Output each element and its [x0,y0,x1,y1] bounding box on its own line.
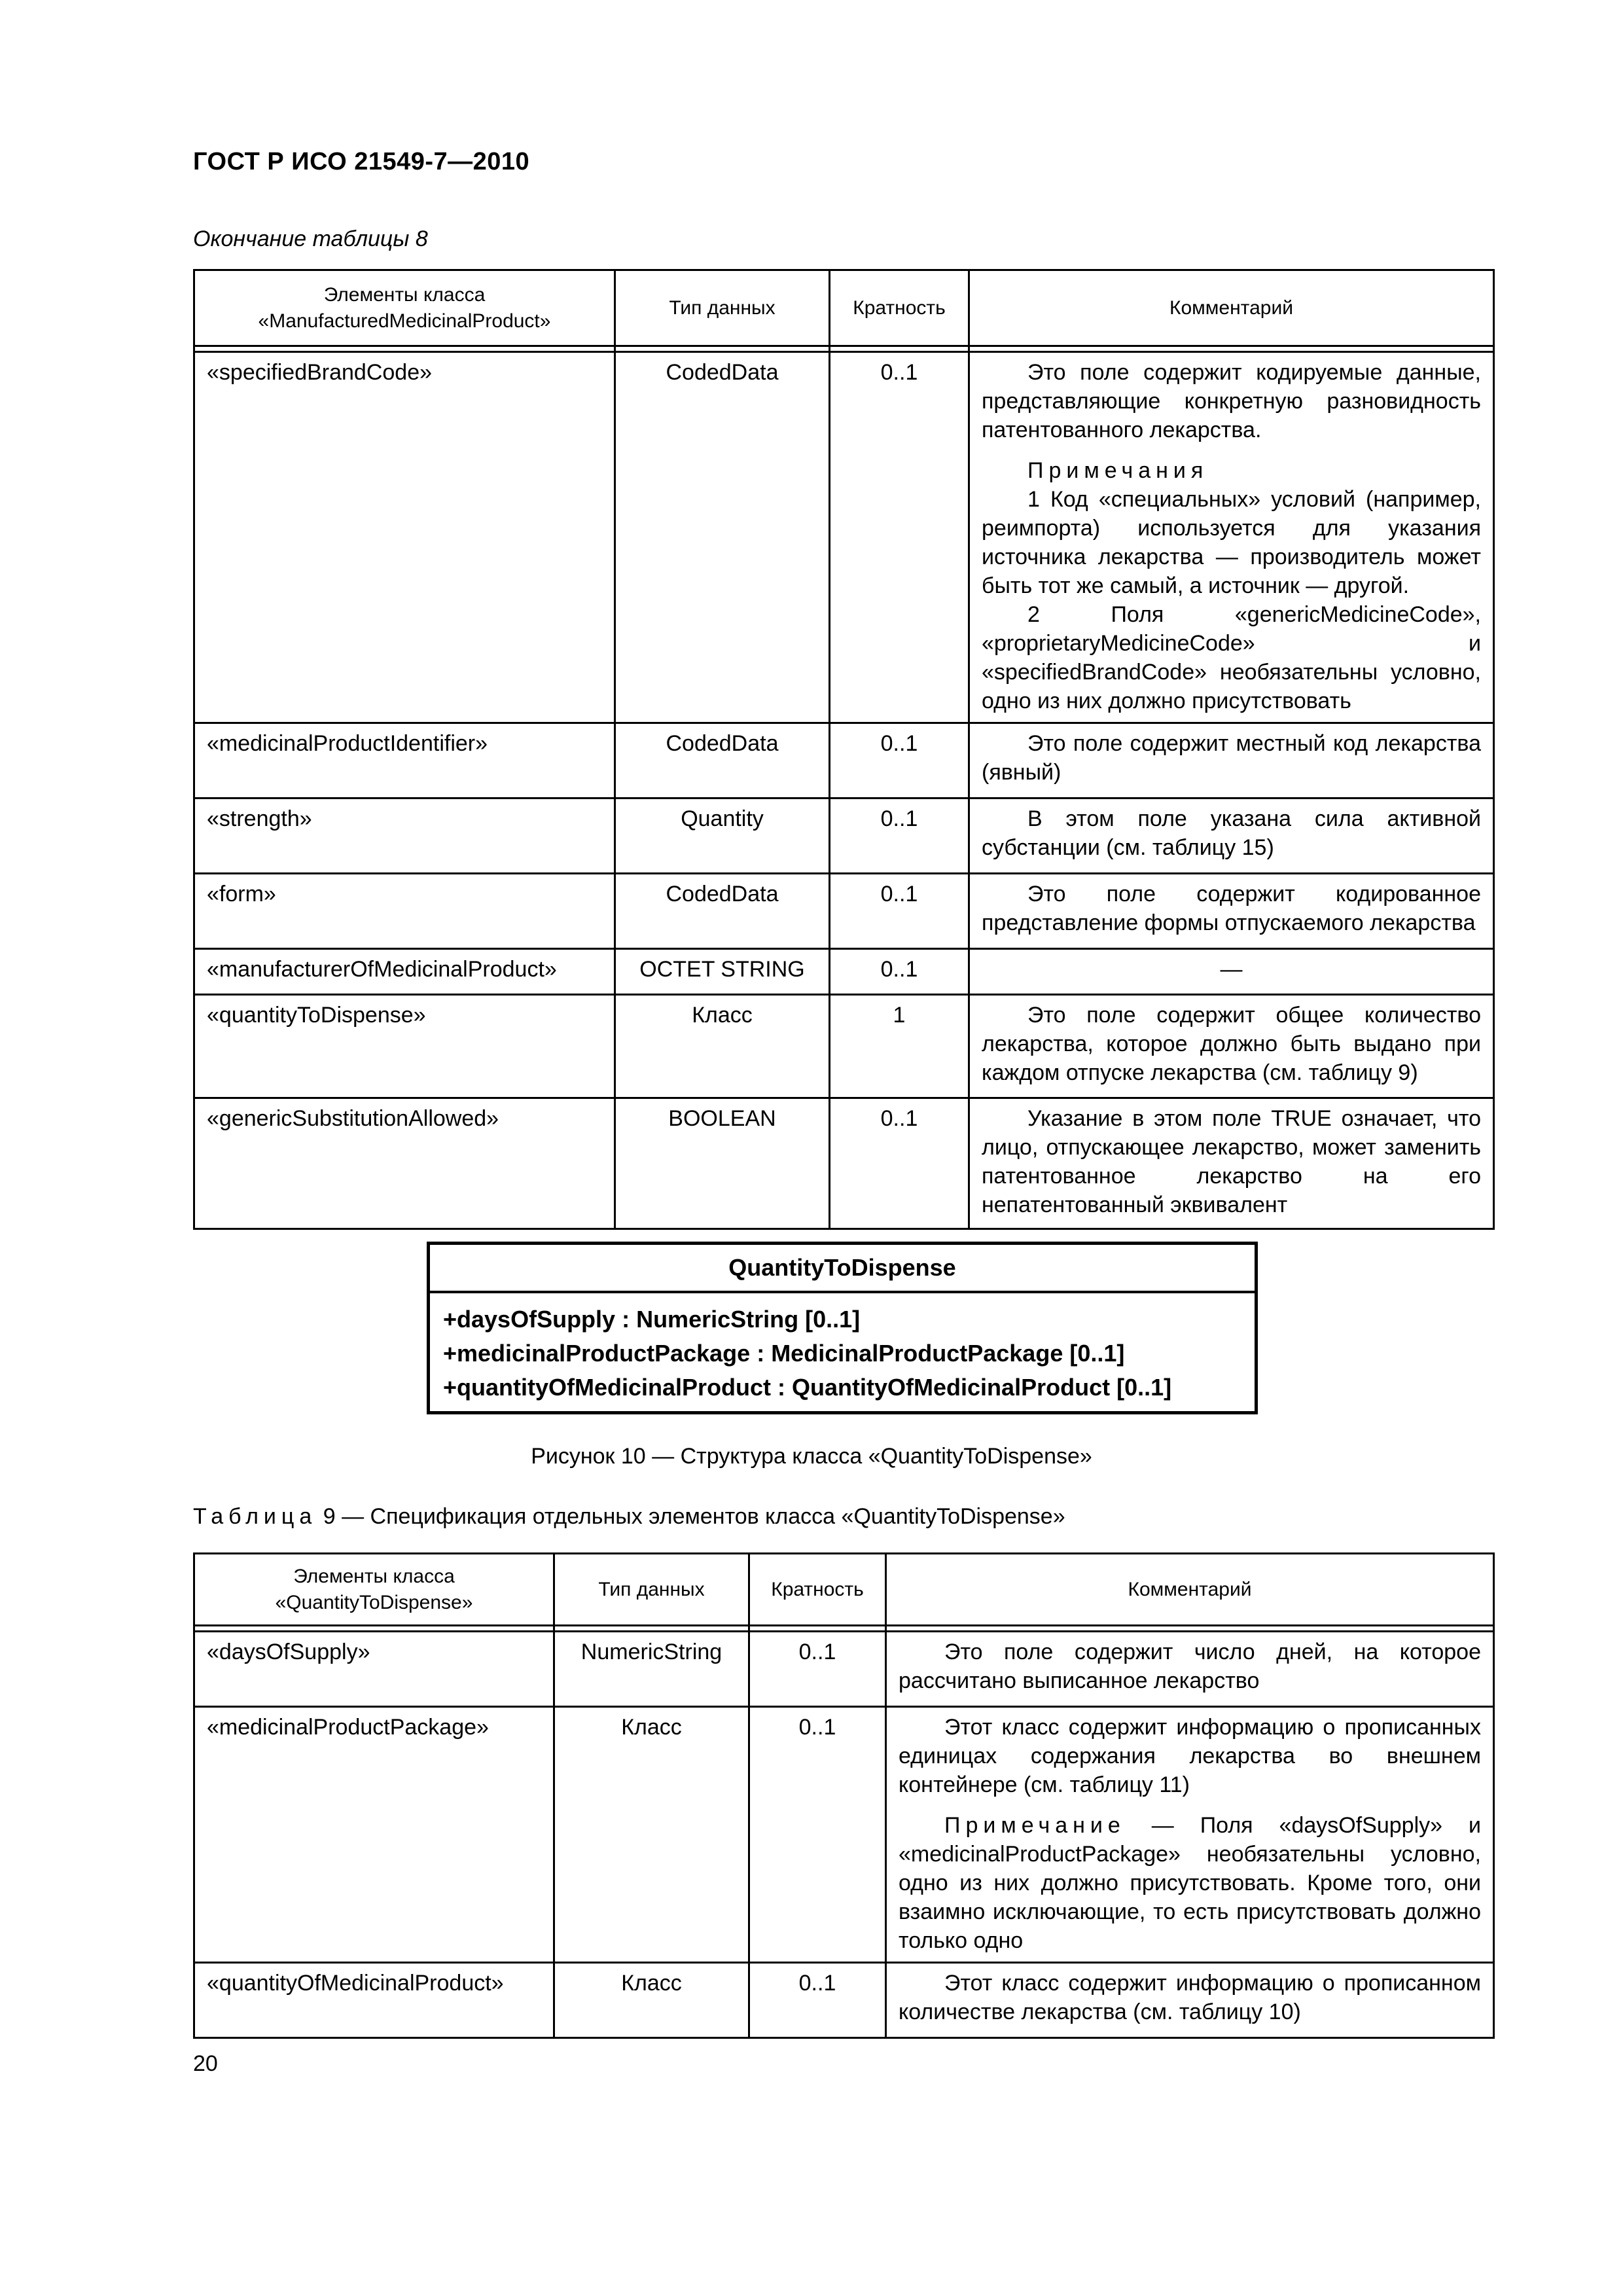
table-row [194,874,1494,949]
table-header-row [194,270,1494,346]
table-header-row [194,1554,1494,1626]
cell-multiplicity: 0..1 [749,1963,886,2038]
table-row [194,798,1494,874]
note-title: Примечания [1027,458,1209,483]
column-header-elements [194,270,615,346]
column-header-comment: Комментарий [886,1554,1494,1626]
uml-attribute: +medicinalProductPackage : MedicinalProductPackage [0..1] [443,1340,1125,1367]
cell-type: Класс [554,1963,749,2038]
column-header-multiplicity: Кратность [749,1554,886,1626]
note-label: Примечание [944,1813,1126,1838]
column-header-multiplicity: Кратность [830,270,969,346]
cell-type: Quantity [615,798,830,874]
page-number: 20 [193,2051,218,2076]
cell-comment [969,798,1494,874]
header-elements-line1: Элементы класса [293,1565,455,1587]
cell-element: «genericSubstitutionAllowed» [194,1098,615,1229]
figure-caption: Рисунок 10 — Структура класса «QuantityToDispense» [531,1444,1092,1469]
cell-multiplicity: 0..1 [830,874,969,949]
table-row [194,1632,1494,1707]
comment-text: Это поле содержит кодируемые данные, представляющие конкретную разновидность патентованного лекарства. [982,360,1481,442]
table-9-caption-label: Таблица [193,1504,317,1529]
cell-comment [969,995,1494,1098]
cell-type: NumericString [554,1632,749,1707]
cell-comment [886,1963,1494,2038]
cell-type: CodedData [615,723,830,798]
uml-class-name: QuantityToDispense [430,1245,1255,1293]
comment-text: Указание в этом поле TRUE означает, что лицо, отпускающее лекарство, может заменить патентованное лекарство на его непатентованный эквивалент [982,1106,1481,1217]
header-elements-line1: Элементы класса [323,283,486,306]
cell-type: CodedData [615,874,830,949]
cell-element: «daysOfSupply» [194,1632,554,1707]
cell-multiplicity: 0..1 [749,1707,886,1963]
column-header-comment: Комментарий [969,270,1494,346]
table-row [194,723,1494,798]
cell-comment [969,352,1494,723]
cell-type: Класс [615,995,830,1098]
cell-comment [886,1632,1494,1707]
cell-comment [969,874,1494,949]
cell-comment [969,723,1494,798]
table-row [194,1098,1494,1229]
table-row [194,1707,1494,1963]
cell-element: «form» [194,874,615,949]
comment-text: Этот класс содержит информацию о прописанном количестве лекарства (см. таблицу 10) [899,1971,1481,2024]
table-row [194,949,1494,995]
uml-attribute: +daysOfSupply : NumericString [0..1] [443,1306,861,1333]
cell-multiplicity: 0..1 [830,1098,969,1229]
cell-type: Класс [554,1707,749,1963]
column-header-elements [194,1554,554,1626]
table-9-caption [193,1504,1065,1530]
cell-element: «manufacturerOfMedicinalProduct» [194,949,615,995]
comment-text: Это поле содержит общее количество лекарства, которое должно быть выдано при каждом отпуске лекарства (см. таблицу 9) [982,1003,1481,1085]
cell-multiplicity: 0..1 [749,1632,886,1707]
note-text: — Поля «daysOfSupply» и «medicinalProductPackage» необязательны условно, одно из них должно присутствовать. Кроме того, они взаимно исключающие, то есть присутствовать должно только одно [899,1813,1481,1953]
column-header-type: Тип данных [615,270,830,346]
cell-comment [886,1707,1494,1963]
cell-type: CodedData [615,352,830,723]
comment-text: В этом поле указана сила активной субстанции (см. таблицу 15) [982,806,1481,860]
cell-comment [969,1098,1494,1229]
cell-multiplicity: 0..1 [830,798,969,874]
cell-element: «medicinalProductPackage» [194,1707,554,1963]
cell-element: «medicinalProductIdentifier» [194,723,615,798]
cell-comment: — [969,949,1494,995]
cell-multiplicity: 0..1 [830,949,969,995]
table-8 [193,269,1495,1230]
header-elements-line2: «ManufacturedMedicinalProduct» [258,310,551,332]
cell-type: BOOLEAN [615,1098,830,1229]
table-9-caption-text: 9 — Спецификация отдельных элементов класса «QuantityToDispense» [317,1504,1065,1529]
note-paragraph [899,1811,1481,1955]
note-item-1: 1 Код «специальных» условий (например, реимпорта) используется для указания источника лекарства — производитель может быть тот же самый, а источник — другой. [982,487,1481,598]
cell-multiplicity: 1 [830,995,969,1098]
note-item-2: 2 Поля «genericMedicineCode», «proprietaryMedicineCode» и «specifiedBrandCode» необязательны условно, одно из них должно присутствовать [982,602,1481,713]
document-title: ГОСТ Р ИСО 21549-7—2010 [193,148,530,175]
table-row [194,1963,1494,2038]
table-row [194,995,1494,1098]
comment-text: Это поле содержит число дней, на которое рассчитано выписанное лекарство [899,1640,1481,1693]
cell-element: «quantityOfMedicinalProduct» [194,1963,554,2038]
cell-element: «quantityToDispense» [194,995,615,1098]
cell-type: OCTET STRING [615,949,830,995]
table-9 [193,1552,1495,2039]
uml-attribute: +quantityOfMedicinalProduct : QuantityOfMedicinalProduct [0..1] [443,1374,1172,1401]
cell-element: «specifiedBrandCode» [194,352,615,723]
header-elements-line2: «QuantityToDispense» [275,1591,473,1613]
cell-multiplicity: 0..1 [830,723,969,798]
table-8-continuation-label: Окончание таблицы 8 [193,226,428,251]
comment-text: Этот класс содержит информацию о прописанных единицах содержания лекарства во внешнем контейнере (см. таблицу 11) [899,1715,1481,1797]
cell-multiplicity: 0..1 [830,352,969,723]
header-separator [194,1626,1494,1632]
comment-text: Это поле содержит местный код лекарства (явный) [982,731,1481,785]
column-header-type: Тип данных [554,1554,749,1626]
comment-text: Это поле содержит кодированное представление формы отпускаемого лекарства [982,882,1481,935]
uml-attribute-list [430,1293,1255,1414]
header-separator [194,346,1494,352]
table-row [194,352,1494,723]
cell-element: «strength» [194,798,615,874]
uml-class-diagram [427,1242,1258,1414]
